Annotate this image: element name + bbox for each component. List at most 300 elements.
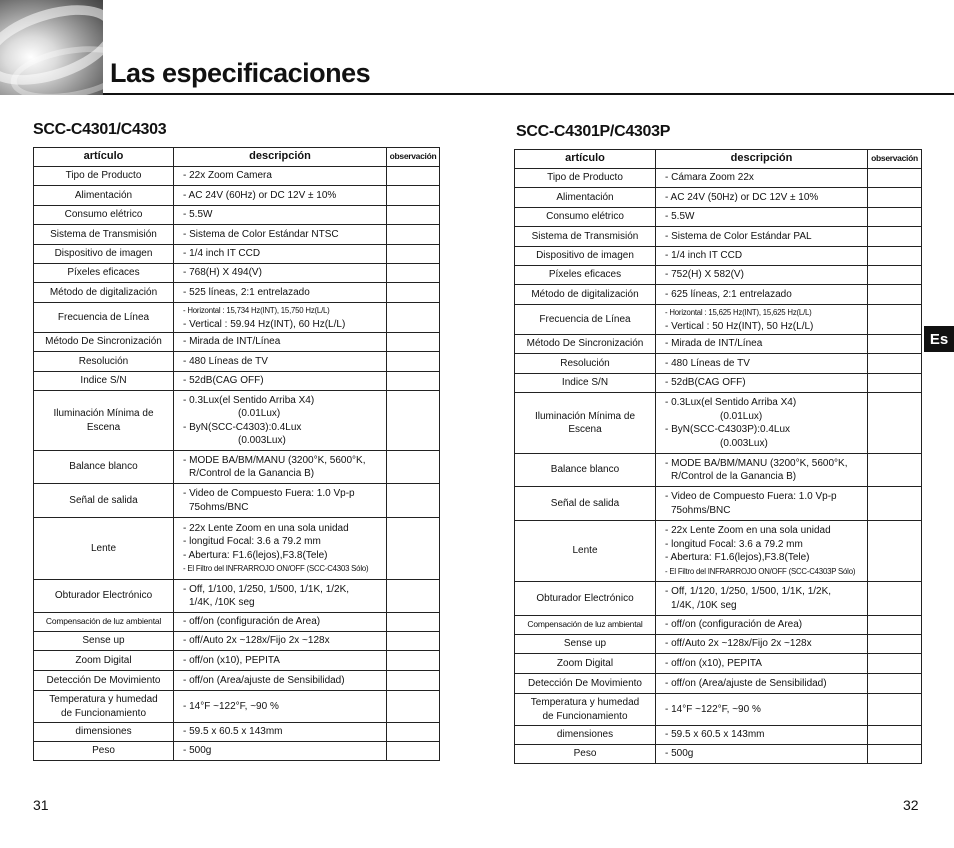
table-row [34, 691, 440, 723]
spec-item-cell [34, 303, 174, 333]
spec-description-line: - Vertical : 59.94 Hz(INT), 60 Hz(L/L) [183, 318, 346, 330]
spec-description-line: - 752(H) X 582(V) [665, 269, 744, 281]
table-row [34, 372, 440, 391]
spec-observation-cell [868, 454, 922, 487]
table-row [515, 227, 922, 247]
spec-item-cell [34, 671, 174, 691]
spec-item-label: Alimentación [74, 189, 133, 201]
table-row [515, 169, 922, 188]
table-row [34, 723, 440, 742]
spec-observation-cell [387, 671, 440, 691]
spec-item-cell [34, 206, 174, 225]
spec-item-cell [515, 285, 656, 305]
page-number-left: 31 [33, 797, 49, 813]
spec-description-line: - 59.5 x 60.5 x 143mm [665, 729, 765, 741]
spec-description-line: - Horizontal : 15,625 Hz(INT), 15,625 Hz(L/L) [665, 308, 812, 317]
spec-observation-cell [387, 283, 440, 303]
spec-description-line: - 625 líneas, 2:1 entrelazado [665, 288, 792, 300]
spec-description-line: - longitud Focal: 3.6 a 79.2 mm [183, 536, 321, 547]
spec-description-line: - 52dB(CAG OFF) [183, 375, 264, 387]
spec-item-cell [515, 169, 656, 188]
spec-observation-cell [387, 451, 440, 484]
spec-description-line: - 52dB(CAG OFF) [665, 377, 746, 389]
spec-observation-cell [387, 333, 440, 352]
spec-item-label: Escena [568, 424, 602, 435]
spec-item-cell [34, 691, 174, 723]
spec-item-cell [34, 518, 174, 580]
spec-item-label: Sistema de Transmisión [50, 228, 157, 240]
spec-observation-cell [868, 374, 922, 393]
spec-description-cell [656, 354, 868, 374]
table-row [34, 245, 440, 264]
spec-item-cell [34, 723, 174, 742]
spec-observation-cell [868, 335, 922, 354]
spec-item-cell [515, 487, 656, 521]
spec-item-cell [515, 266, 656, 285]
table-row [515, 247, 922, 266]
spec-description-cell [174, 723, 387, 742]
spec-description-cell [656, 654, 868, 674]
table-row [34, 283, 440, 303]
spec-description-cell [174, 333, 387, 352]
spec-item-label: de Funcionamiento [542, 710, 628, 722]
spec-observation-cell [387, 518, 440, 580]
header-observation: observación [868, 150, 922, 169]
table-row [34, 167, 440, 186]
spec-item-cell [34, 167, 174, 186]
spec-description-cell [656, 393, 868, 454]
table-row [515, 582, 922, 616]
spec-observation-cell [387, 245, 440, 264]
spec-item-label: Frecuencia de Línea [57, 311, 150, 323]
spec-observation-cell [387, 580, 440, 613]
spec-item-label: Temperatura y humedad [49, 694, 158, 705]
spec-observation-cell [868, 305, 922, 335]
spec-description-line: - 480 Líneas de TV [665, 357, 750, 369]
spec-description-line: - 500g [665, 748, 694, 760]
spec-item-cell [515, 374, 656, 393]
spec-description-line: (0.01Lux) [238, 408, 281, 419]
spec-item-label: Resolución [78, 355, 129, 367]
spec-item-cell [515, 521, 656, 582]
table-row [34, 264, 440, 283]
spec-description-cell [174, 264, 387, 283]
spec-description-cell [174, 245, 387, 264]
spec-description-cell [656, 285, 868, 305]
spec-description-line: - ByN(SCC-C4303):0.4Lux [183, 421, 302, 433]
spec-item-cell [34, 391, 174, 451]
table-row [515, 354, 922, 374]
spec-description-line: - AC 24V (60Hz) or DC 12V ± 10% [183, 189, 337, 201]
table-row [34, 484, 440, 518]
spec-item-cell [515, 674, 656, 694]
spec-item-label: Frecuencia de Línea [539, 313, 631, 325]
table-row [515, 487, 922, 521]
spec-item-label: Lente [572, 545, 598, 557]
table-row [34, 651, 440, 671]
spec-description-line: - 1/4 inch IT CCD [665, 250, 743, 262]
table-row [34, 742, 440, 761]
spec-item-label: Sense up [563, 638, 607, 650]
spec-observation-cell [868, 635, 922, 654]
table-row [34, 186, 440, 206]
spec-description-line: - Mirada de INT/Línea [183, 336, 281, 348]
spec-observation-cell [387, 391, 440, 451]
spec-description-line: - 0.3Lux(el Sentido Arriba X4) [665, 397, 797, 408]
spec-description-line: - off/on (x10), PEPITA [665, 657, 762, 669]
spec-observation-cell [387, 186, 440, 206]
spec-item-cell [34, 742, 174, 761]
spec-item-cell [515, 305, 656, 335]
spec-description-line: - off/Auto 2x ~128x/Fijo 2x ~128x [183, 635, 330, 647]
spec-description-cell [656, 188, 868, 208]
spec-description-cell [174, 352, 387, 372]
spec-observation-cell [868, 616, 922, 635]
spec-description-cell [656, 635, 868, 654]
spec-description-line: - AC 24V (50Hz) or DC 12V ± 10% [665, 191, 819, 203]
spec-item-cell [515, 393, 656, 454]
spec-observation-cell [387, 651, 440, 671]
spec-item-cell [515, 335, 656, 354]
spec-item-cell [34, 283, 174, 303]
spec-observation-cell [868, 674, 922, 694]
spec-item-label: dimensiones [556, 729, 614, 741]
spec-description-line: 75ohms/BNC [671, 504, 731, 516]
table-row [34, 303, 440, 333]
spec-item-cell [515, 582, 656, 616]
spec-observation-cell [868, 227, 922, 247]
spec-item-label: Consumo elétrico [64, 209, 143, 221]
spec-item-label: Detección De Movimiento [528, 677, 642, 689]
spec-description-line: - 768(H) X 494(V) [183, 267, 262, 279]
spec-observation-cell [387, 632, 440, 651]
spec-item-label: Indice S/N [80, 375, 127, 387]
spec-observation-cell [387, 167, 440, 186]
spec-description-line: - El Filtro del INFRARROJO ON/OFF (SCC-C4303P Sólo) [665, 566, 856, 576]
spec-description-line: - 5.5W [665, 211, 695, 223]
spec-item-label: Señal de salida [550, 497, 620, 509]
spec-description-line: - ByN(SCC-C4303P):0.4Lux [665, 424, 791, 435]
spec-item-label: Píxeles eficaces [67, 267, 140, 279]
spec-observation-cell [868, 285, 922, 305]
header-decorative-image [0, 0, 103, 95]
spec-observation-cell [387, 264, 440, 283]
spec-item-label: Escena [86, 421, 121, 433]
spec-description-line: - 14°F ~122°F, ~90 % [665, 703, 761, 715]
spec-item-cell [34, 632, 174, 651]
spec-item-label: Método de digitalización [531, 288, 639, 300]
spec-item-cell [515, 208, 656, 227]
spec-item-cell [515, 616, 656, 635]
spec-item-label: Método De Sincronización [45, 336, 162, 348]
spec-observation-cell [868, 169, 922, 188]
spec-observation-cell [868, 487, 922, 521]
spec-description-line: - 0.3Lux(el Sentido Arriba X4) [183, 394, 315, 406]
spec-item-cell [515, 635, 656, 654]
spec-description-cell [174, 391, 387, 451]
spec-description-cell [656, 487, 868, 521]
spec-description-cell [174, 283, 387, 303]
spec-observation-cell [868, 582, 922, 616]
spec-description-line: - El Filtro del INFRARROJO ON/OFF (SCC-C4303 Sólo) [183, 564, 369, 573]
spec-item-label: dimensiones [75, 726, 132, 738]
spec-description-cell [656, 674, 868, 694]
spec-description-line: R/Control de la Ganancia B) [189, 468, 315, 479]
spec-observation-cell [387, 372, 440, 391]
spec-description-line: R/Control de la Ganancia B) [671, 471, 797, 482]
spec-observation-cell [868, 745, 922, 764]
spec-description-line: - Cámara Zoom 22x [665, 172, 754, 184]
spec-description-cell [174, 372, 387, 391]
spec-item-label: Píxeles eficaces [548, 269, 622, 281]
spec-description-line: - Off, 1/100, 1/250, 1/500, 1/1K, 1/2K, [183, 583, 350, 595]
spec-description-cell [656, 169, 868, 188]
spec-observation-cell [387, 225, 440, 245]
spec-description-line: - 525 líneas, 2:1 entrelazado [183, 286, 310, 298]
spec-description-cell [174, 613, 387, 632]
spec-observation-cell [868, 208, 922, 227]
table-row [515, 616, 922, 635]
spec-description-cell [174, 225, 387, 245]
spec-description-line: - longitud Focal: 3.6 a 79.2 mm [665, 538, 803, 550]
spec-item-label: Consumo elétrico [546, 211, 624, 223]
spec-observation-cell [868, 654, 922, 674]
spec-description-cell [656, 305, 868, 335]
left-spec-table [33, 147, 440, 761]
spec-description-line: (0.003Lux) [238, 435, 286, 446]
table-row [515, 694, 922, 726]
spec-description-cell [656, 227, 868, 247]
spec-item-cell [515, 694, 656, 726]
spec-description-line: - Abertura: F1.6(lejos),F3.8(Tele) [665, 552, 810, 563]
spec-item-label: Peso [573, 748, 597, 760]
spec-description-line: - off/on (x10), PEPITA [183, 654, 280, 666]
spec-item-label: Resolución [560, 357, 610, 369]
spec-item-label: Tipo de Producto [65, 170, 142, 182]
spec-description-cell [174, 580, 387, 613]
spec-item-cell [515, 354, 656, 374]
spec-item-cell [34, 580, 174, 613]
spec-description-cell [656, 582, 868, 616]
spec-item-cell [34, 225, 174, 245]
right-model-heading: SCC-C4301P/C4303P [516, 123, 671, 140]
spec-observation-cell [387, 742, 440, 761]
spec-item-label: Lente [90, 542, 117, 554]
table-row [34, 206, 440, 225]
spec-item-cell [34, 352, 174, 372]
spec-description-line: - 22x Lente Zoom en una sola unidad [665, 525, 831, 536]
table-row [515, 266, 922, 285]
spec-item-cell [515, 227, 656, 247]
spec-description-cell [656, 208, 868, 227]
spec-item-label: Balance blanco [69, 461, 138, 473]
header-item: artículo [515, 150, 656, 169]
spec-item-label: de Funcionamiento [60, 707, 147, 719]
spec-observation-cell [868, 266, 922, 285]
spec-item-cell [34, 451, 174, 484]
spec-description-cell [174, 632, 387, 651]
spec-description-cell [656, 745, 868, 764]
table-row [34, 580, 440, 613]
table-row [34, 225, 440, 245]
spec-item-label: Iluminación Mínima de [534, 410, 636, 422]
spec-observation-cell [387, 206, 440, 225]
spec-item-label: Señal de salida [69, 494, 138, 506]
header-item: artículo [34, 148, 174, 167]
spec-description-cell [174, 651, 387, 671]
spec-item-label: Alimentación [556, 191, 614, 203]
spec-description-cell [656, 694, 868, 726]
table-row [515, 521, 922, 582]
title-rule [103, 93, 954, 95]
spec-description-cell [174, 303, 387, 333]
spec-item-label: Iluminación Mínima de [53, 408, 154, 419]
spec-item-cell [34, 333, 174, 352]
spec-description-line: - 22x Zoom Camera [183, 170, 272, 182]
spec-description-cell [174, 742, 387, 761]
spec-observation-cell [868, 354, 922, 374]
spec-item-cell [34, 484, 174, 518]
spec-item-label: Método De Sincronización [526, 338, 644, 350]
spec-description-line: - Abertura: F1.6(lejos),F3.8(Tele) [183, 549, 328, 561]
table-row [515, 454, 922, 487]
spec-item-label: Peso [92, 745, 115, 757]
table-row [34, 333, 440, 352]
spec-description-line: - Sistema de Color Estándar PAL [665, 230, 812, 242]
spec-item-cell [515, 726, 656, 745]
spec-description-cell [656, 335, 868, 354]
spec-description-line: - 59.5 x 60.5 x 143mm [183, 726, 283, 738]
spec-description-cell [656, 247, 868, 266]
spec-description-cell [174, 186, 387, 206]
spec-item-cell [515, 654, 656, 674]
table-row [515, 635, 922, 654]
spec-description-line: - Vertical : 50 Hz(INT), 50 Hz(L/L) [665, 320, 814, 332]
page-title: Las especificaciones [110, 58, 371, 88]
spec-item-label: Obturador Electrónico [536, 592, 634, 604]
spec-description-line: - off/on (configuración de Area) [665, 619, 803, 631]
spec-item-label: Zoom Digital [75, 654, 132, 666]
spec-description-line: - off/on (Area/ajuste de Sensibilidad) [665, 677, 827, 689]
spec-item-label: Indice S/N [561, 377, 609, 389]
spec-item-cell [515, 454, 656, 487]
spec-description-line: 1/4K, /10K seg [671, 599, 737, 611]
spec-description-line: (0.003Lux) [720, 437, 768, 449]
spec-description-cell [656, 521, 868, 582]
spec-description-cell [656, 726, 868, 745]
spec-description-cell [656, 454, 868, 487]
spec-description-line: (0.01Lux) [720, 410, 763, 422]
header-description: descripción [174, 148, 387, 167]
left-model-heading: SCC-C4301/C4303 [33, 121, 167, 138]
table-row [515, 393, 922, 454]
table-row [515, 188, 922, 208]
spec-description-line: - Video de Compuesto Fuera: 1.0 Vp-p [183, 488, 355, 499]
table-row [34, 352, 440, 372]
spec-observation-cell [387, 723, 440, 742]
table-row [515, 305, 922, 335]
spec-item-cell [34, 613, 174, 632]
header-description: descripción [656, 150, 868, 169]
spec-description-line: - 480 Líneas de TV [183, 355, 268, 367]
language-tab: Es [924, 326, 954, 352]
spec-item-label: Balance blanco [550, 464, 620, 476]
spec-observation-cell [868, 521, 922, 582]
table-row [515, 208, 922, 227]
table-row [515, 335, 922, 354]
spec-item-cell [515, 745, 656, 764]
spec-description-line: - 1/4 inch IT CCD [183, 248, 261, 260]
spec-description-cell [174, 691, 387, 723]
table-row [515, 674, 922, 694]
spec-item-label: Temperatura y humedad [530, 697, 640, 708]
spec-observation-cell [387, 303, 440, 333]
spec-item-label: Dispositivo de imagen [54, 248, 153, 260]
spec-description-cell [174, 484, 387, 518]
spec-observation-cell [868, 694, 922, 726]
table-row [34, 632, 440, 651]
table-row [515, 745, 922, 764]
spec-item-label: Sistema de Transmisión [531, 230, 639, 242]
spec-observation-cell [868, 726, 922, 745]
spec-description-cell [174, 451, 387, 484]
spec-description-line: 75ohms/BNC [189, 501, 249, 513]
spec-item-label: Zoom Digital [556, 657, 614, 669]
spec-item-label: Método de digitalización [49, 286, 158, 298]
spec-description-cell [174, 206, 387, 225]
spec-observation-cell [868, 393, 922, 454]
spec-item-cell [34, 186, 174, 206]
table-row [34, 613, 440, 632]
spec-description-cell [656, 266, 868, 285]
spec-item-label: Compensación de luz ambiental [45, 616, 162, 627]
spec-item-label: Compensación de luz ambiental [527, 619, 643, 630]
table-row [515, 654, 922, 674]
table-row [515, 285, 922, 305]
spec-observation-cell [868, 188, 922, 208]
spec-item-label: Tipo de Producto [547, 172, 623, 184]
spec-item-cell [34, 651, 174, 671]
spec-description-line: - Off, 1/120, 1/250, 1/500, 1/1K, 1/2K, [665, 586, 832, 597]
spec-item-cell [34, 372, 174, 391]
spec-description-line: - 500g [183, 745, 212, 757]
table-row [515, 374, 922, 393]
spec-description-line: - MODE BA/BM/MANU (3200°K, 5600°K, [183, 454, 366, 466]
spec-description-line: - Sistema de Color Estándar NTSC [183, 228, 339, 240]
spec-item-label: Obturador Electrónico [54, 590, 153, 602]
table-row [34, 451, 440, 484]
spec-description-line: - 14°F ~122°F, ~90 % [183, 700, 279, 712]
spec-description-cell [174, 518, 387, 580]
spec-description-line: - off/on (configuración de Area) [183, 616, 321, 628]
spec-description-line: 1/4K, /10K seg [189, 597, 255, 608]
spec-description-cell [174, 167, 387, 186]
spec-item-label: Sense up [82, 635, 125, 647]
spec-item-cell [515, 247, 656, 266]
spec-item-label: Dispositivo de imagen [536, 250, 634, 262]
table-row [34, 671, 440, 691]
spec-description-cell [174, 671, 387, 691]
spec-description-cell [656, 616, 868, 635]
spec-observation-cell [387, 484, 440, 518]
spec-description-line: - Horizontal : 15,734 Hz(INT), 15,750 Hz(L/L) [183, 306, 330, 315]
table-row [34, 391, 440, 451]
spec-description-line: - off/on (Area/ajuste de Sensibilidad) [183, 674, 345, 686]
spec-description-line: - 5.5W [183, 209, 213, 221]
spec-description-line: - 22x Lente Zoom en una sola unidad [183, 522, 349, 534]
table-row [515, 726, 922, 745]
spec-observation-cell [387, 691, 440, 723]
